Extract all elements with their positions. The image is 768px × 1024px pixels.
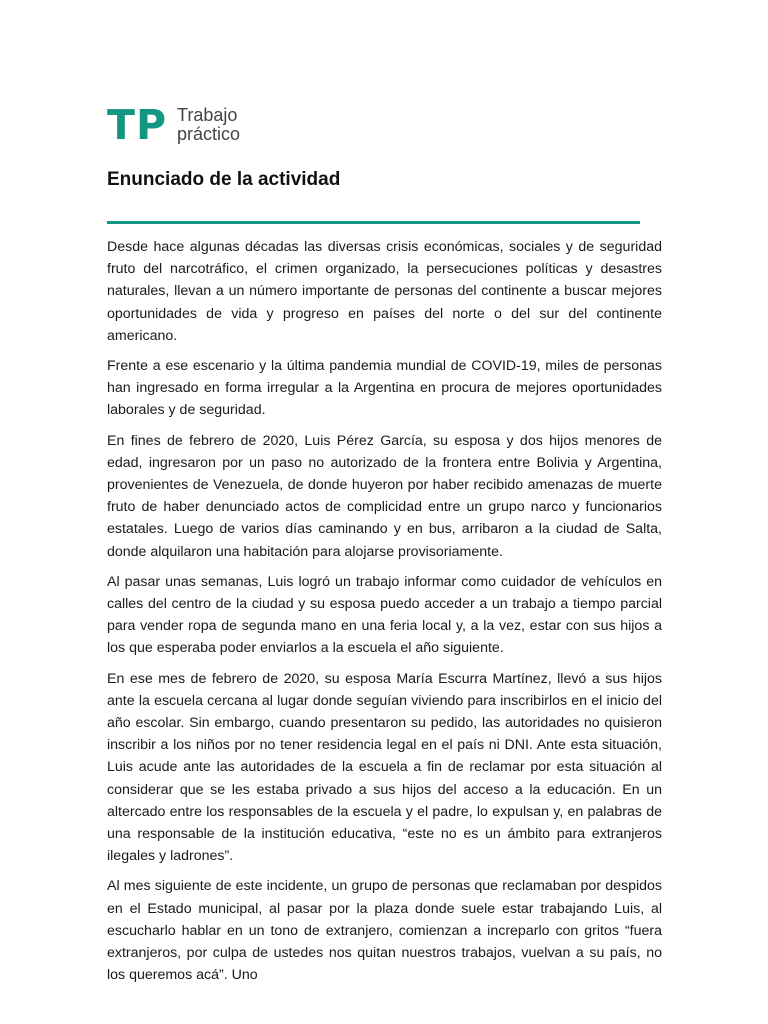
logo-mark: TP xyxy=(107,101,168,149)
tp-logo xyxy=(107,103,240,147)
logo-text-line1: Trabajo xyxy=(177,105,238,125)
logo-text xyxy=(177,106,240,144)
activity-statement xyxy=(107,236,662,995)
logo-text-line2: práctico xyxy=(177,124,241,144)
title-divider xyxy=(107,221,640,224)
paragraph-3: En fines de febrero de 2020, Luis Pérez García, su esposa y dos hijos menores de edad, ingresaron por un paso no autorizado de la frontera entre Bolivia y Argentina, provenientes de Venezuela, de donde huyeron por haber recibido amenazas de muerte fruto de haber denunciado actos de complicidad entre un grupo narco y funcionarios estatales. Luego de varios días caminando y en bus, arribaron a la ciudad de Salta, donde alquilaron una habitación para alojarse provisoriamente. xyxy=(107,432,662,560)
paragraph-5: En ese mes de febrero de 2020, su esposa María Escurra Martínez, llevó a sus hijos ante la escuela cercana al lugar donde seguían viviendo para inscribirlos en el inicio del año escolar. Sin embargo, cuando presentaron su pedido, las autoridades no quisieron inscribir a los niños por no tener residencia legal en el país ni DNI. Ante esta situación, Luis acude ante las autoridades de la escuela a fin de reclamar por esta situación al considerar que se les estaba privado a sus hijos del acceso a la educación. En un altercado entre los responsables de la escuela y el padre, lo expulsan y, en palabras de una responsable de la institución educativa, “este no es un ámbito para extranjeros ilegales y ladrones”. xyxy=(107,670,662,865)
paragraph-4: Al pasar unas semanas, Luis logró un trabajo informar como cuidador de vehículos en calles del centro de la ciudad y su esposa puedo acceder a un trabajo a tiempo parcial para vender ropa de segunda mano en una feria local y, a la vez, estar con sus hijos a los que esperaba poder enviarlos a la escuela el año siguiente. xyxy=(107,573,662,657)
paragraph-6: Al mes siguiente de este incidente, un grupo de personas que reclamaban por despidos en el Estado municipal, al pasar por la plaza donde suele estar trabajando Luis, al escucharlo hablar en un tono de extranjero, comienzan a increparlo con gritos “fuera extranjeros, por culpa de ustedes nos quitan nuestros trabajos, vuelvan a su país, no los queremos acá”. Uno xyxy=(107,878,662,984)
paragraph-2: Frente a ese escenario y la última pandemia mundial de COVID-19, miles de personas han ingresado en forma irregular a la Argentina en procura de mejores oportunidades laborales y de seguridad. xyxy=(107,358,662,419)
paragraph-1: Desde hace algunas décadas las diversas crisis económicas, sociales y de seguridad fruto del narcotráfico, el crimen organizado, la persecuciones políticas y desastres naturales, llevan a un número importante de personas del continente a buscar mejores oportunidades de vida y progreso en países del norte o del sur del continente americano. xyxy=(107,239,662,344)
page-title: Enunciado de la actividad xyxy=(107,169,341,190)
